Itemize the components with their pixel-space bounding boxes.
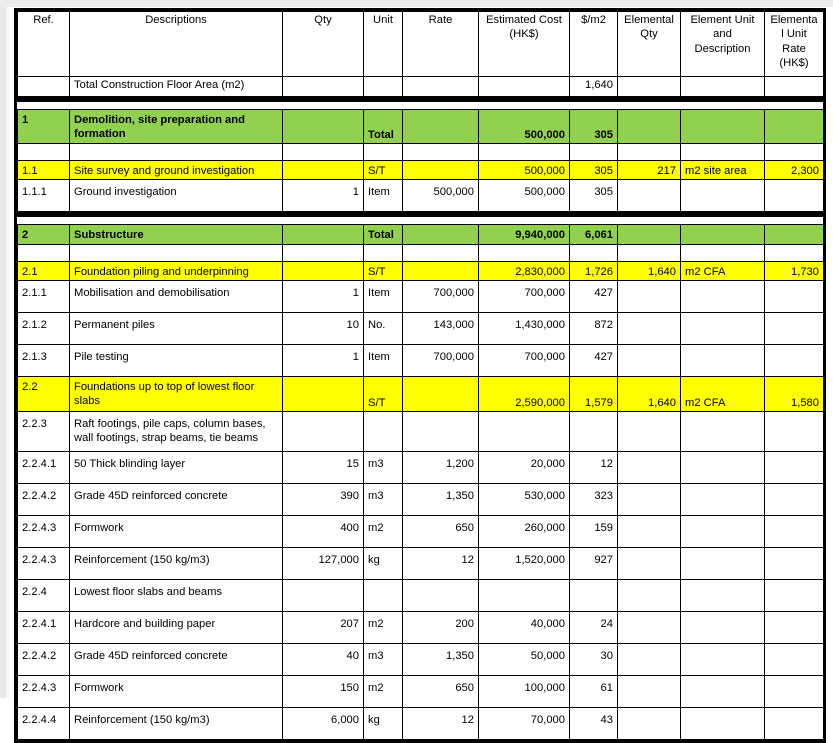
row-sqm: 24 — [570, 611, 618, 643]
row-unit — [364, 579, 403, 611]
section-separator-gap — [17, 102, 823, 109]
table-row — [18, 611, 824, 643]
table-row — [18, 411, 824, 451]
spacer-cell — [570, 244, 618, 261]
table-row — [18, 312, 824, 344]
section-2-unit: Total — [364, 225, 403, 244]
row-rate — [403, 376, 479, 411]
row-ref: 2.2 — [18, 376, 70, 411]
floor-area-description: Total Construction Floor Area (m2) — [70, 77, 283, 97]
row-description: Foundations up to top of lowest floor slabs — [70, 376, 283, 411]
row-description: Grade 45D reinforced concrete — [70, 643, 283, 675]
row-ref: 2.2.4.2 — [18, 643, 70, 675]
row-sqm — [570, 579, 618, 611]
floor-area-elemental-qty — [618, 77, 681, 97]
row-cost: 1,520,000 — [479, 547, 570, 579]
row-unit: m2 — [364, 515, 403, 547]
row-elemental-qty — [618, 707, 681, 739]
row-cost: 70,000 — [479, 707, 570, 739]
spacer-cell — [479, 244, 570, 261]
section-1-elemental-qty — [618, 110, 681, 144]
row-qty: 6,000 — [283, 707, 364, 739]
row-cost: 20,000 — [479, 451, 570, 483]
row-sqm: 61 — [570, 675, 618, 707]
row-cost: 1,430,000 — [479, 312, 570, 344]
spacer-cell — [70, 244, 283, 261]
row-element-unit — [681, 707, 765, 739]
section-2-element-unit — [681, 225, 765, 244]
row-ref: 2.1.2 — [18, 312, 70, 344]
section-header-row-2 — [18, 225, 824, 244]
row-sqm: 427 — [570, 344, 618, 376]
row-sqm: 1,579 — [570, 376, 618, 411]
spacer-cell — [765, 144, 824, 161]
row-description: Hardcore and building paper — [70, 611, 283, 643]
elemental-rate-line-3: Rate — [782, 42, 806, 55]
row-sqm: 1,726 — [570, 261, 618, 280]
row-rate: 650 — [403, 675, 479, 707]
row-description: Lowest floor slabs and beams — [70, 579, 283, 611]
row-qty — [283, 579, 364, 611]
row-qty — [283, 376, 364, 411]
section-1-unit: Total — [364, 110, 403, 144]
row-elemental-qty — [618, 312, 681, 344]
section-2-sqm: 6,061 — [570, 225, 618, 244]
section-2-rate — [403, 225, 479, 244]
table-header-block — [17, 11, 824, 97]
row-rate — [403, 411, 479, 451]
row-elemental-rate — [765, 611, 824, 643]
row-ref: 2.2.4.4 — [18, 707, 70, 739]
row-ref: 2.2.3 — [18, 411, 70, 451]
row-qty: 15 — [283, 451, 364, 483]
floor-area-unit — [364, 77, 403, 97]
row-ref: 2.2.4.2 — [18, 483, 70, 515]
row-cost: 530,000 — [479, 483, 570, 515]
row-element-unit — [681, 643, 765, 675]
section-1-cost: 500,000 — [479, 110, 570, 144]
table-section-2 — [17, 224, 824, 740]
section-separator-gap — [17, 217, 823, 224]
spacer-cell — [18, 144, 70, 161]
row-elemental-rate: 1,730 — [765, 261, 824, 280]
spacer-cell — [364, 244, 403, 261]
estimated-cost-line-1: Estimated Cost — [486, 14, 562, 26]
row-qty — [283, 411, 364, 451]
row-rate: 650 — [403, 515, 479, 547]
element-unit-line-1: Element Unit — [690, 14, 755, 26]
row-sqm: 43 — [570, 707, 618, 739]
row-sqm — [570, 411, 618, 451]
row-rate: 700,000 — [403, 280, 479, 312]
row-rate: 12 — [403, 707, 479, 739]
section-header-row-1 — [18, 110, 824, 144]
row-elemental-rate — [765, 280, 824, 312]
row-element-unit: m2 CFA — [681, 261, 765, 280]
spacer-cell — [18, 244, 70, 261]
row-description: Permanent piles — [70, 312, 283, 344]
element-unit-line-2: and — [713, 28, 732, 41]
row-description: Grade 45D reinforced concrete — [70, 483, 283, 515]
row-sqm: 30 — [570, 643, 618, 675]
row-elemental-rate — [765, 180, 824, 212]
floor-area-rate — [403, 77, 479, 97]
section-1-title: Demolition, site preparation and formation — [70, 110, 283, 144]
row-cost: 2,830,000 — [479, 261, 570, 280]
row-element-unit — [681, 180, 765, 212]
row-description: Foundation piling and underpinning — [70, 261, 283, 280]
row-unit: Item — [364, 280, 403, 312]
row-ref: 2.2.4.1 — [18, 451, 70, 483]
floor-area-sqm: 1,640 — [570, 77, 618, 97]
row-elemental-qty — [618, 483, 681, 515]
column-header-descriptions: Descriptions — [70, 12, 283, 77]
row-elemental-rate — [765, 483, 824, 515]
spacer-cell — [403, 244, 479, 261]
row-unit: S/T — [364, 161, 403, 180]
row-sqm: 872 — [570, 312, 618, 344]
row-element-unit — [681, 611, 765, 643]
row-elemental-rate — [765, 344, 824, 376]
row-rate: 143,000 — [403, 312, 479, 344]
row-ref: 2.1 — [18, 261, 70, 280]
row-rate: 700,000 — [403, 344, 479, 376]
section-2-ref: 2 — [18, 225, 70, 244]
spacer-cell — [283, 244, 364, 261]
row-elemental-rate — [765, 411, 824, 451]
floor-area-element-unit — [681, 77, 765, 97]
row-ref: 2.1.1 — [18, 280, 70, 312]
row-element-unit — [681, 675, 765, 707]
row-qty: 1 — [283, 180, 364, 212]
row-sqm: 427 — [570, 280, 618, 312]
spacer-cell — [479, 144, 570, 161]
row-elemental-rate: 2,300 — [765, 161, 824, 180]
row-element-unit — [681, 280, 765, 312]
row-rate: 500,000 — [403, 180, 479, 212]
row-cost: 700,000 — [479, 280, 570, 312]
row-cost: 100,000 — [479, 675, 570, 707]
row-elemental-rate: 1,580 — [765, 376, 824, 411]
row-qty — [283, 261, 364, 280]
row-ref: 2.2.4.3 — [18, 515, 70, 547]
row-rate — [403, 161, 479, 180]
row-sqm: 305 — [570, 180, 618, 212]
elemental-qty-line-2: Qty — [640, 28, 658, 41]
table-row — [18, 515, 824, 547]
row-elemental-qty: 1,640 — [618, 261, 681, 280]
spacer-cell — [570, 144, 618, 161]
row-element-unit: m2 site area — [681, 161, 765, 180]
row-description: Ground investigation — [70, 180, 283, 212]
row-unit: kg — [364, 707, 403, 739]
section-1-elemental-rate — [765, 110, 824, 144]
row-element-unit — [681, 312, 765, 344]
row-ref: 2.2.4.3 — [18, 675, 70, 707]
table-row — [18, 344, 824, 376]
row-ref: 1.1 — [18, 161, 70, 180]
row-sqm: 927 — [570, 547, 618, 579]
row-qty: 40 — [283, 643, 364, 675]
row-cost: 260,000 — [479, 515, 570, 547]
row-unit: Item — [364, 344, 403, 376]
section-2-qty — [283, 225, 364, 244]
row-elemental-rate — [765, 547, 824, 579]
row-qty: 1 — [283, 344, 364, 376]
row-elemental-qty: 1,640 — [618, 376, 681, 411]
cost-estimate-sheet — [14, 8, 826, 743]
table-row — [18, 675, 824, 707]
column-header-per-sqm: $/m2 — [570, 12, 618, 77]
row-unit: S/T — [364, 376, 403, 411]
row-ref: 2.2.4.3 — [18, 547, 70, 579]
row-unit: m2 — [364, 611, 403, 643]
elemental-qty-line-1: Elemental — [624, 14, 674, 26]
row-element-unit: m2 CFA — [681, 376, 765, 411]
row-cost: 500,000 — [479, 180, 570, 212]
row-ref: 1.1.1 — [18, 180, 70, 212]
row-ref: 2.1.3 — [18, 344, 70, 376]
table-row — [18, 261, 824, 280]
row-rate: 1,350 — [403, 643, 479, 675]
section-2-elemental-rate — [765, 225, 824, 244]
element-unit-line-3: Description — [694, 42, 751, 55]
row-description: Formwork — [70, 515, 283, 547]
row-cost: 2,590,000 — [479, 376, 570, 411]
table-row — [18, 547, 824, 579]
row-qty: 390 — [283, 483, 364, 515]
row-rate — [403, 579, 479, 611]
row-qty: 400 — [283, 515, 364, 547]
row-unit: S/T — [364, 261, 403, 280]
section-1-ref: 1 — [18, 110, 70, 144]
row-elemental-qty — [618, 451, 681, 483]
spacer-cell — [364, 144, 403, 161]
section-1-qty — [283, 110, 364, 144]
row-rate — [403, 261, 479, 280]
row-elemental-qty — [618, 344, 681, 376]
row-elemental-qty — [618, 180, 681, 212]
row-rate: 1,350 — [403, 483, 479, 515]
row-qty: 150 — [283, 675, 364, 707]
row-elemental-qty — [618, 611, 681, 643]
table-head — [18, 12, 824, 77]
row-unit — [364, 411, 403, 451]
row-elemental-qty — [618, 547, 681, 579]
estimated-cost-line-2: (HK$) — [509, 28, 539, 41]
row-cost — [479, 579, 570, 611]
row-description: 50 Thick blinding layer — [70, 451, 283, 483]
table-row-floor-area — [18, 77, 824, 97]
row-unit: m3 — [364, 451, 403, 483]
spacer-cell — [618, 244, 681, 261]
row-rate: 12 — [403, 547, 479, 579]
row-sqm: 12 — [570, 451, 618, 483]
row-description: Mobilisation and demobilisation — [70, 280, 283, 312]
row-elemental-qty — [618, 675, 681, 707]
row-element-unit — [681, 515, 765, 547]
spacer-cell — [765, 244, 824, 261]
spacer-row — [18, 244, 824, 261]
row-qty: 127,000 — [283, 547, 364, 579]
row-rate: 200 — [403, 611, 479, 643]
floor-area-elemental-rate — [765, 77, 824, 97]
row-description: Raft footings, pile caps, column bases, wall footings, strap beams, tie beams — [70, 411, 283, 451]
elemental-rate-line-1: Elementa — [770, 14, 818, 26]
row-description: Reinforcement (150 kg/m3) — [70, 707, 283, 739]
row-cost — [479, 411, 570, 451]
table-row — [18, 483, 824, 515]
row-elemental-qty — [618, 411, 681, 451]
elemental-rate-line-2: l Unit — [781, 28, 807, 41]
spacer-cell — [70, 144, 283, 161]
row-unit: Item — [364, 180, 403, 212]
row-unit: kg — [364, 547, 403, 579]
column-header-elemental-rate — [765, 12, 824, 77]
row-unit: m2 — [364, 675, 403, 707]
row-elemental-rate — [765, 451, 824, 483]
row-sqm: 305 — [570, 161, 618, 180]
row-element-unit — [681, 451, 765, 483]
row-elemental-rate — [765, 675, 824, 707]
row-element-unit — [681, 411, 765, 451]
row-description: Pile testing — [70, 344, 283, 376]
spacer-cell — [403, 144, 479, 161]
row-unit: m3 — [364, 643, 403, 675]
row-sqm: 159 — [570, 515, 618, 547]
row-qty: 1 — [283, 280, 364, 312]
section-1-rate — [403, 110, 479, 144]
column-header-qty: Qty — [283, 12, 364, 77]
table-row — [18, 376, 824, 411]
column-header-rate: Rate — [403, 12, 479, 77]
column-header-estimated-cost — [479, 12, 570, 77]
row-cost: 50,000 — [479, 643, 570, 675]
row-unit: No. — [364, 312, 403, 344]
spacer-cell — [681, 244, 765, 261]
row-elemental-rate — [765, 312, 824, 344]
row-qty — [283, 161, 364, 180]
row-elemental-qty — [618, 515, 681, 547]
table-row — [18, 280, 824, 312]
row-elemental-rate — [765, 707, 824, 739]
table-row — [18, 643, 824, 675]
row-unit: m3 — [364, 483, 403, 515]
row-qty: 10 — [283, 312, 364, 344]
row-element-unit — [681, 579, 765, 611]
section-2-title: Substructure — [70, 225, 283, 244]
column-header-elemental-qty — [618, 12, 681, 77]
table-row — [18, 579, 824, 611]
floor-area-qty — [283, 77, 364, 97]
row-description: Site survey and ground investigation — [70, 161, 283, 180]
section-2-cost: 9,940,000 — [479, 225, 570, 244]
row-element-unit — [681, 547, 765, 579]
column-header-element-unit — [681, 12, 765, 77]
row-elemental-qty: 217 — [618, 161, 681, 180]
section-1-element-unit — [681, 110, 765, 144]
floor-area-ref — [18, 77, 70, 97]
row-rate: 1,200 — [403, 451, 479, 483]
table-row — [18, 180, 824, 212]
section-2-elemental-qty — [618, 225, 681, 244]
table-row — [18, 707, 824, 739]
row-element-unit — [681, 344, 765, 376]
spacer-cell — [681, 144, 765, 161]
table-section-1 — [17, 109, 824, 212]
row-description: Formwork — [70, 675, 283, 707]
table-row — [18, 161, 824, 180]
floor-area-body — [18, 77, 824, 97]
header-row — [18, 12, 824, 77]
spacer-row — [18, 144, 824, 161]
row-sqm: 323 — [570, 483, 618, 515]
row-qty: 207 — [283, 611, 364, 643]
row-elemental-rate — [765, 643, 824, 675]
row-cost: 40,000 — [479, 611, 570, 643]
elemental-rate-line-4: (HK$) — [779, 56, 809, 69]
row-elemental-qty — [618, 280, 681, 312]
row-description: Reinforcement (150 kg/m3) — [70, 547, 283, 579]
row-ref: 2.2.4 — [18, 579, 70, 611]
row-elemental-qty — [618, 643, 681, 675]
row-ref: 2.2.4.1 — [18, 611, 70, 643]
row-elemental-rate — [765, 579, 824, 611]
column-header-ref: Ref. — [18, 12, 70, 77]
section-1-sqm: 305 — [570, 110, 618, 144]
column-header-unit: Unit — [364, 12, 403, 77]
spacer-cell — [283, 144, 364, 161]
row-elemental-qty — [618, 579, 681, 611]
floor-area-cost — [479, 77, 570, 97]
table-row — [18, 451, 824, 483]
spacer-cell — [618, 144, 681, 161]
row-cost: 700,000 — [479, 344, 570, 376]
row-cost: 500,000 — [479, 161, 570, 180]
row-element-unit — [681, 483, 765, 515]
row-elemental-rate — [765, 515, 824, 547]
